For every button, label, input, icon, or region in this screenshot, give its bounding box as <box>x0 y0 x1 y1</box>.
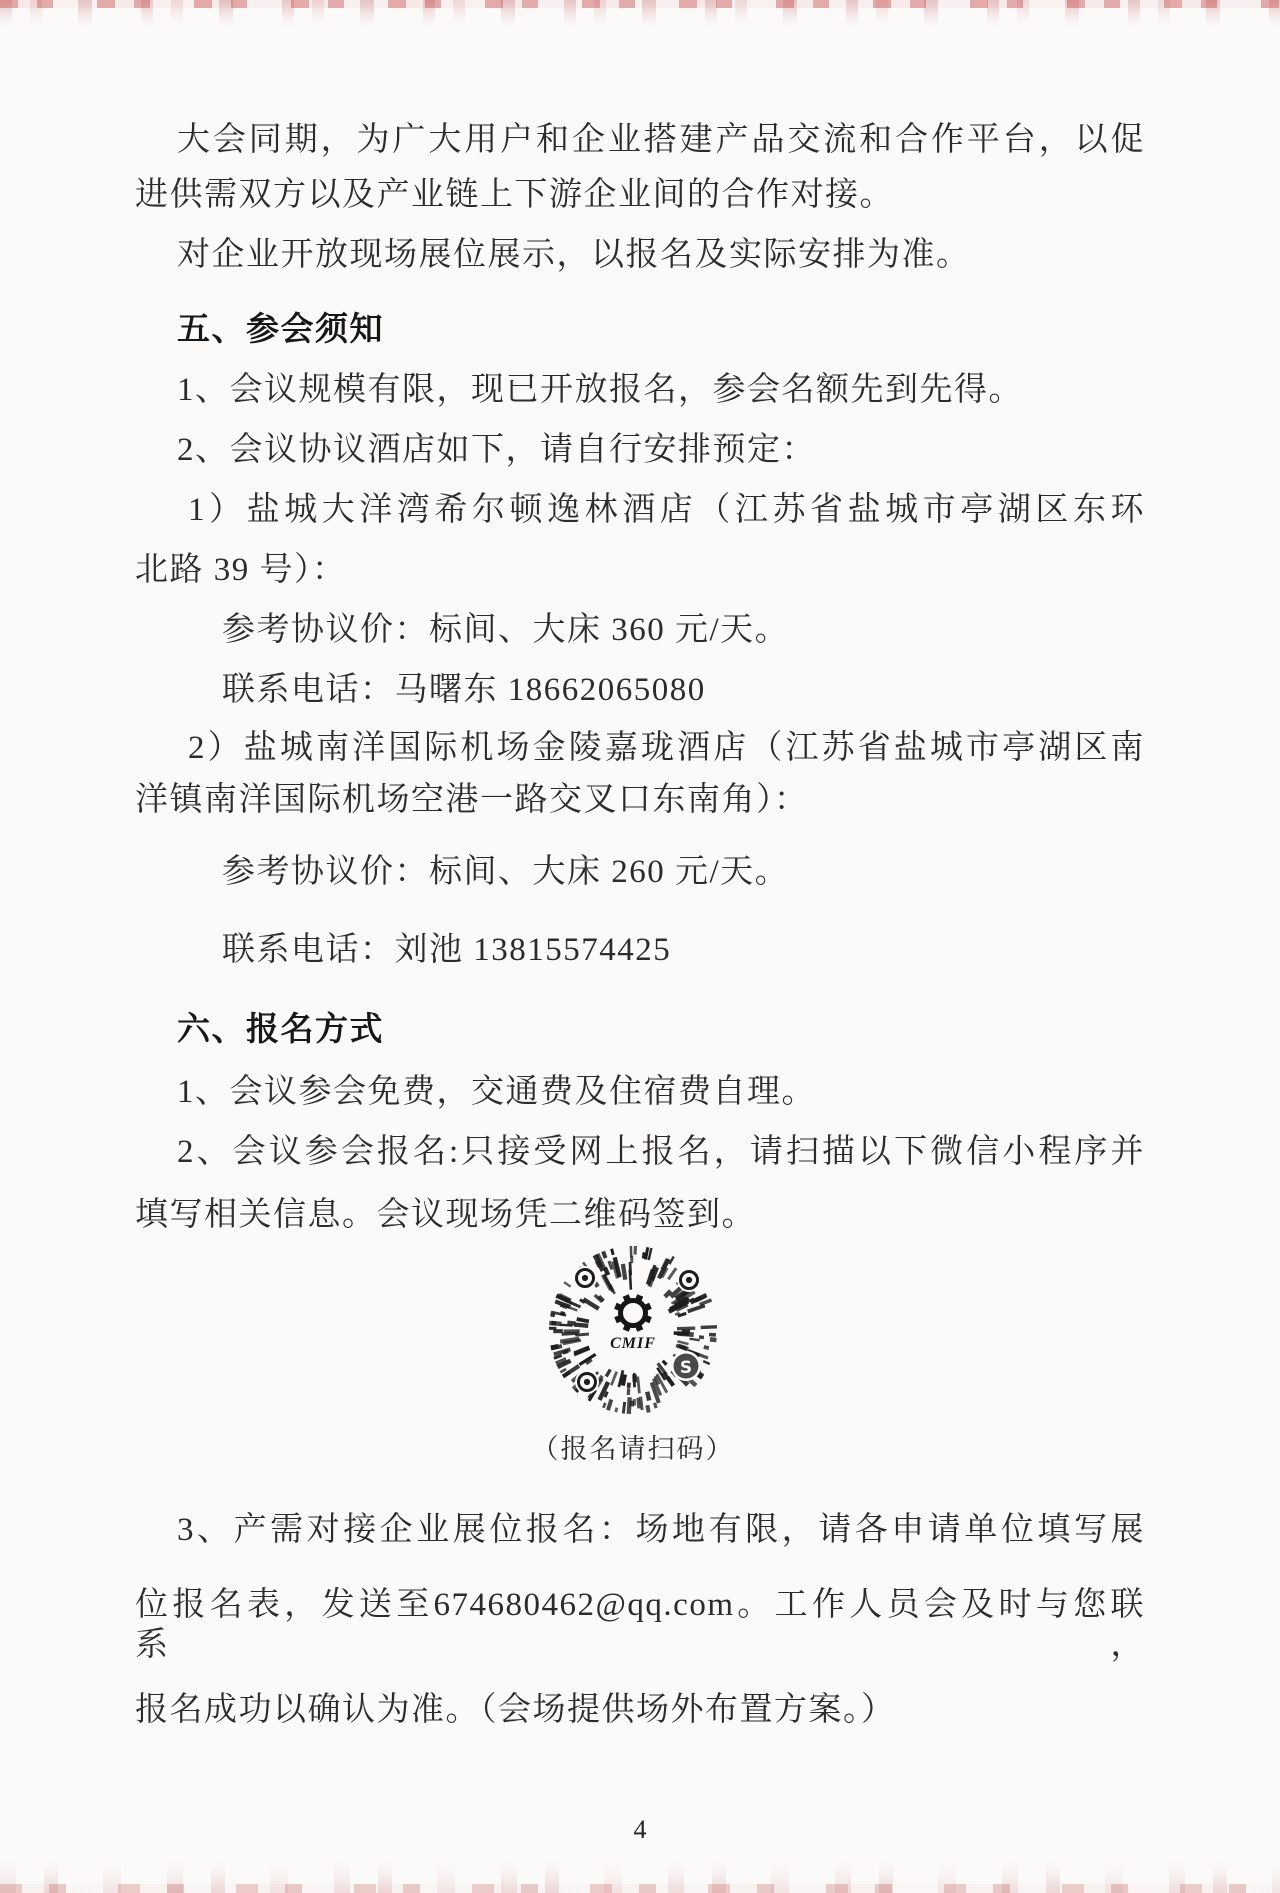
section5-item-2: 2、会议协议酒店如下，请自行安排预定： <box>177 432 816 468</box>
intro-line-1: 大会同期，为广大用户和企业搭建产品交流和合作平台，以促 <box>177 122 1145 158</box>
section5-heading: 五、参会须知 <box>177 312 384 348</box>
page-number: 4 <box>633 1815 647 1844</box>
scan-artifact-bottom <box>0 1861 1280 1893</box>
section6-item-2-line-1: 2、会议参会报名:只接受网上报名，请扫描以下微信小程序并 <box>177 1134 1145 1170</box>
intro-line-3: 对企业开放现场展位展示，以报名及实际安排为准。 <box>177 237 971 273</box>
hotel1-price: 参考协议价：标间、大床 360 元/天。 <box>222 612 790 648</box>
hotel1-name-line-2: 北路 39 号）： <box>135 552 347 588</box>
section5-item-1: 1、会议规模有限，现已开放报名，参会名额先到先得。 <box>177 372 1023 408</box>
hotel2-contact: 联系电话：刘池 13815574425 <box>222 932 672 968</box>
qr-block <box>463 1245 803 1469</box>
hotel1-name-line-1: 1）盐城大洋湾希尔顿逸林酒店（江苏省盐城市亭湖区东环 <box>188 492 1145 528</box>
hotel2-price: 参考协议价：标间、大床 260 元/天。 <box>222 854 790 890</box>
section6-item-3-line-1: 3、产需对接企业展位报名：场地有限，请各申请单位填写展 <box>177 1512 1145 1548</box>
section6-item-3-line-3: 报名成功以确认为准。（会场提供场外布置方案。） <box>135 1692 896 1728</box>
section6-item-1: 1、会议参会免费，交通费及住宿费自理。 <box>177 1074 816 1110</box>
svg-text:S: S <box>679 1358 693 1378</box>
hotel2-name-line-2: 洋镇南洋国际机场空港一路交叉口东南角）： <box>135 782 809 818</box>
wechat-miniprogram-code-icon <box>548 1245 718 1415</box>
section6-heading: 六、报名方式 <box>177 1012 384 1048</box>
svg-text:CMIF: CMIF <box>610 1335 656 1352</box>
section6-item-2-line-2: 填写相关信息。会议现场凭二维码签到。 <box>135 1197 756 1233</box>
hotel1-contact: 联系电话：马曙东 18662065080 <box>222 672 706 708</box>
hotel2-name-line-1: 2）盐城南洋国际机场金陵嘉珑酒店（江苏省盐城市亭湖区南 <box>188 730 1145 766</box>
qr-caption: （报名请扫码） <box>531 1434 735 1464</box>
section6-item-3-line-2: 位报名表，发送至674680462@qq.com。工作人员会及时与您联系， <box>135 1587 1145 1663</box>
intro-line-2: 进供需双方以及产业链上下游企业间的合作对接。 <box>135 177 894 213</box>
